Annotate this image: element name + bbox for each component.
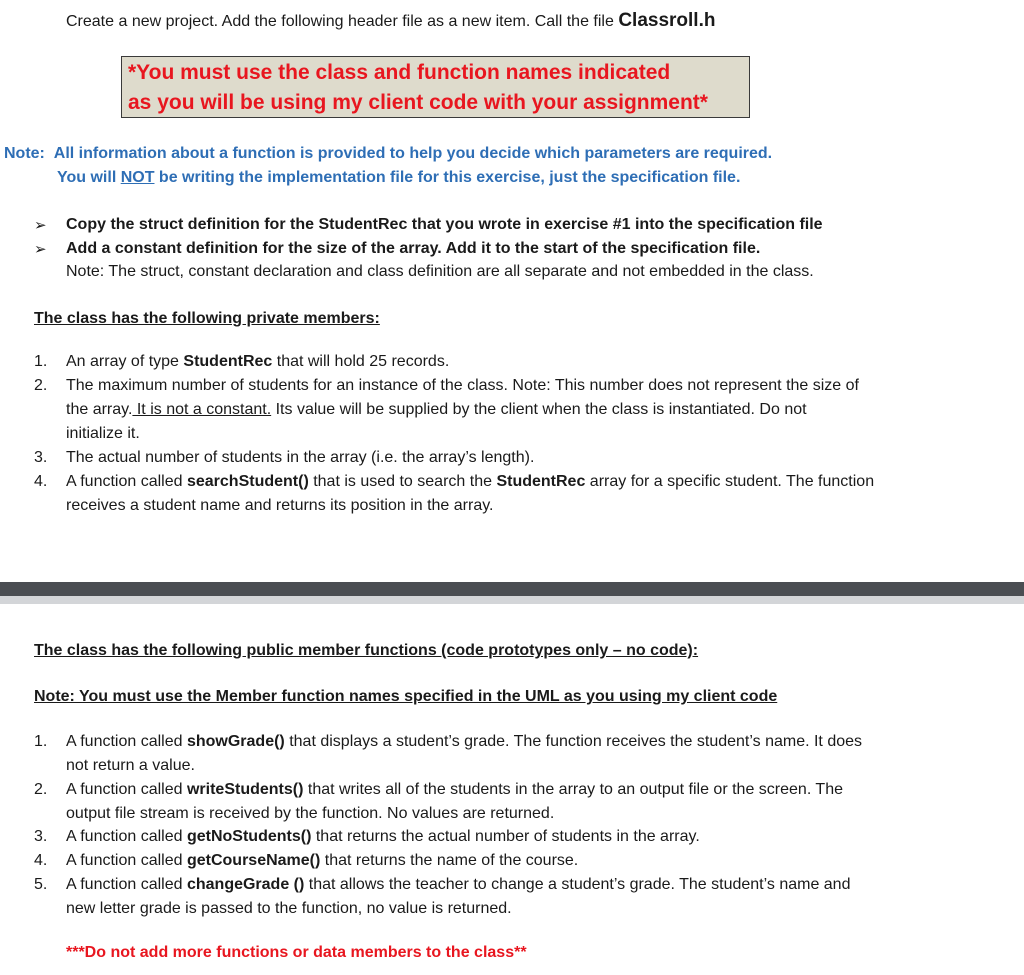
private-item-4-pre: A function called <box>66 473 187 490</box>
warning-line-2: as you will be using my client code with your assignment* <box>128 91 708 114</box>
public-item-5-bold: changeGrade () <box>186 876 305 893</box>
private-item-4-bold-2: StudentRec <box>496 473 586 490</box>
bullet-item: Copy the struct definition for the StudentRec that you wrote in exercise #1 into the specification file <box>66 216 823 233</box>
public-item-4-pre: A function called <box>66 852 187 869</box>
public-item-2-bold: writeStudents() <box>186 781 304 798</box>
intro-text: Create a new project. Add the following header file as a new item. Call the file <box>66 13 619 30</box>
note-label: Note: <box>4 145 45 162</box>
intro-line <box>66 10 715 32</box>
list-number: 4. <box>34 852 48 869</box>
public-item-3-bold: getNoStudents() <box>186 828 312 845</box>
warning-box <box>121 56 750 118</box>
note-line-2 <box>57 169 740 187</box>
list-number: 2. <box>34 377 48 394</box>
private-item-2 <box>66 374 966 446</box>
private-item-4-line-2: receives a student name and returns its position in the array. <box>66 497 494 514</box>
public-item-1 <box>66 730 966 778</box>
public-item-2-pre: A function called <box>66 781 187 798</box>
public-item-4 <box>66 849 966 873</box>
private-item-1-pre: An array of type <box>66 353 184 370</box>
private-item-4-bold-1: searchStudent() <box>186 473 309 490</box>
public-heading: The class has the following public member functions (code prototypes only – no code): <box>34 642 699 659</box>
final-warning: ***Do not add more functions or data members to the class** <box>66 944 527 961</box>
bullet-item: Add a constant definition for the size of the array. Add it to the start of the specification file. <box>66 240 761 257</box>
note-text-1: All information about a function is provided to help you decide which parameters are required. <box>53 145 773 162</box>
note-line-2-pre: You will <box>57 169 121 186</box>
arrow-bullet-icon: ➢ <box>34 241 47 258</box>
private-item-1-bold: StudentRec <box>183 353 273 370</box>
private-item-1 <box>66 350 966 374</box>
public-item-5 <box>66 873 966 921</box>
public-note: Note: You must use the Member function names specified in the UML as you using my client code <box>34 688 778 705</box>
private-item-1-post: that will hold 25 records. <box>272 353 450 370</box>
public-item-1-pre: A function called <box>66 733 187 750</box>
public-item-2-line-2: output file stream is received by the function. No values are returned. <box>66 805 555 822</box>
public-item-3-pre: A function called <box>66 828 187 845</box>
list-number: 5. <box>34 876 48 893</box>
list-number: 4. <box>34 473 48 490</box>
public-item-1-post: that displays a student’s grade. The function receives the student’s name. It does <box>284 733 863 750</box>
list-number: 3. <box>34 828 48 845</box>
private-item-3: The actual number of students in the array (i.e. the array’s length). <box>66 449 535 466</box>
list-number: 1. <box>34 353 48 370</box>
page-divider-shadow <box>0 596 1024 604</box>
warning-line-1: *You must use the class and function names indicated <box>128 61 671 84</box>
public-item-2-post: that writes all of the students in the array to an output file or the screen. The <box>303 781 843 798</box>
list-number: 2. <box>34 781 48 798</box>
note-line-1 <box>4 145 772 163</box>
private-item-4-post: array for a specific student. The function <box>585 473 875 490</box>
private-item-2-line-3: initialize it. <box>66 425 140 442</box>
public-item-5-post: that allows the teacher to change a student’s grade. The student’s name and <box>304 876 851 893</box>
list-number: 1. <box>34 733 48 750</box>
private-item-2-line-1: The maximum number of students for an instance of the class. Note: This number does not represent the size of <box>66 377 859 394</box>
list-number: 3. <box>34 449 48 466</box>
private-item-2-line-2-pre: the array. <box>66 401 133 418</box>
note-line-2-post: be writing the implementation file for this exercise, just the specification file. <box>154 169 741 186</box>
private-item-2-underlined: It is not a constant. <box>132 401 272 418</box>
bullet-note: Note: The struct, constant declaration and class definition are all separate and not embedded in the class. <box>66 263 814 280</box>
private-heading: The class has the following private members: <box>34 310 380 327</box>
intro-filename: Classroll.h <box>618 10 716 31</box>
public-item-5-pre: A function called <box>66 876 187 893</box>
private-item-2-line-2-post: Its value will be supplied by the client when the class is instantiated. Do not <box>271 401 807 418</box>
arrow-bullet-icon: ➢ <box>34 217 47 234</box>
public-item-1-line-2: not return a value. <box>66 757 195 774</box>
public-item-3 <box>66 825 966 849</box>
public-item-1-bold: showGrade() <box>186 733 285 750</box>
private-item-4-mid: that is used to search the <box>308 473 497 490</box>
private-item-4 <box>66 470 966 518</box>
public-item-5-line-2: new letter grade is passed to the function, no value is returned. <box>66 900 512 917</box>
public-item-4-post: that returns the name of the course. <box>320 852 579 869</box>
public-item-2 <box>66 778 966 826</box>
public-item-3-post: that returns the actual number of students in the array. <box>311 828 700 845</box>
page-divider <box>0 582 1024 596</box>
note-not: NOT <box>120 169 155 186</box>
public-item-4-bold: getCourseName() <box>186 852 321 869</box>
